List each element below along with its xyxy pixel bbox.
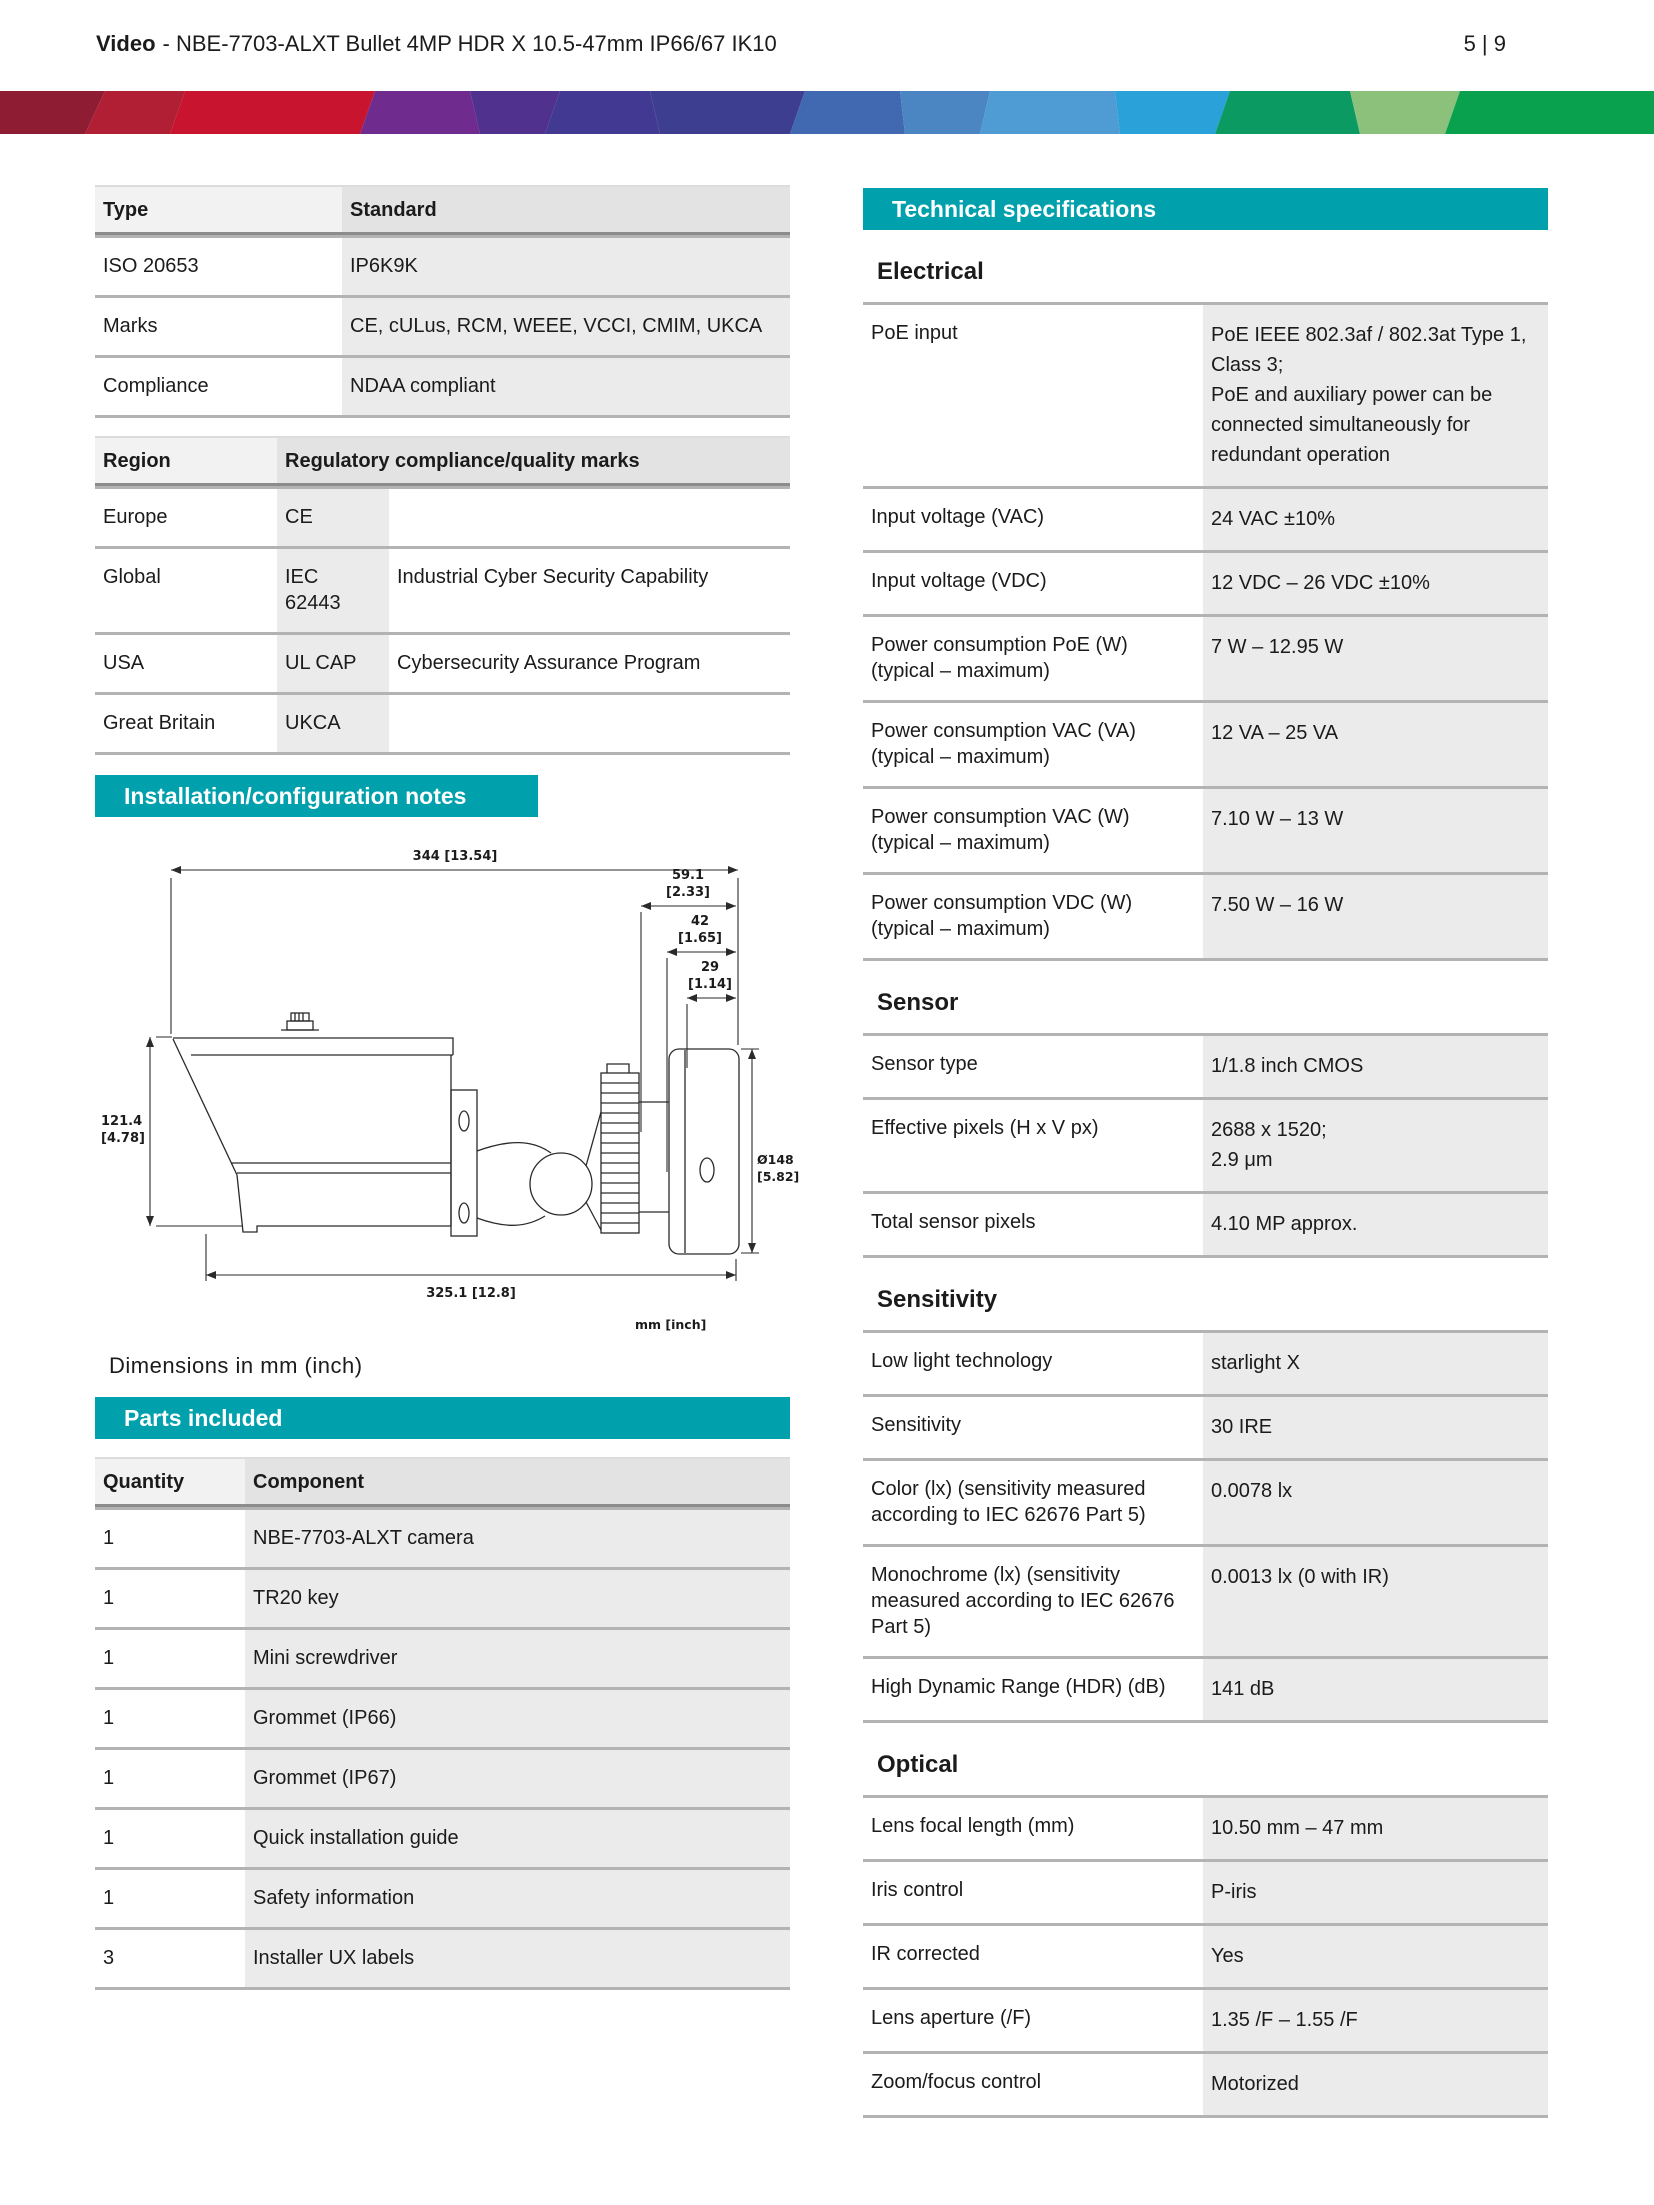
table-cell: 1: [103, 1587, 115, 1609]
dimensions-note: Dimensions in mm (inch): [109, 1353, 363, 1378]
table-cell: Great Britain: [103, 712, 216, 734]
section-banner-technical-specifications: Technical specifications: [863, 188, 1548, 230]
spec-label: Lens aperture (/F): [871, 2007, 1032, 2029]
table-row: [95, 546, 790, 632]
spec-value: Yes: [1203, 1926, 1548, 1987]
parts-table: [95, 1457, 790, 1990]
spec-value: 2688 x 1520; 2.9 μm: [1203, 1100, 1548, 1191]
column-header: Region: [95, 438, 277, 483]
spec-value: 7 W – 12.95 W: [1203, 617, 1548, 700]
spec-row: [863, 614, 1548, 700]
spec-row: [863, 872, 1548, 958]
spec-label: Sensor type: [871, 1053, 978, 1075]
spec-label: Color (lx) (sensitivity measured according to IEC 62676 Part 5): [871, 1478, 1146, 1526]
table-row: [95, 692, 790, 752]
table-cell: UKCA: [277, 695, 389, 752]
table-cell: Cybersecurity Assurance Program: [397, 652, 701, 674]
page-number: 5 | 9: [1463, 31, 1506, 56]
column-header: Standard: [342, 187, 790, 232]
colorbar-segment: [790, 91, 905, 134]
table-cell: IEC 62443: [277, 549, 389, 632]
table-row: [95, 632, 790, 692]
page-header: [96, 31, 1506, 57]
spec-label: Total sensor pixels: [871, 1211, 1036, 1233]
spec-label: Power consumption PoE (W) (typical – maximum): [871, 634, 1128, 682]
table-row: [95, 1747, 790, 1807]
dim-label-height-in: [4.78]: [101, 1131, 145, 1146]
dim-label-diameter-mm: Ø148: [757, 1152, 794, 1167]
table-cell: 1: [103, 1767, 115, 1789]
spec-row: [863, 302, 1548, 486]
table-cell: TR20 key: [245, 1570, 790, 1627]
table-cell: [389, 489, 790, 546]
spec-value: 7.50 W – 16 W: [1203, 875, 1548, 958]
table-cell: 3: [103, 1947, 115, 1969]
spec-value: 12 VDC – 26 VDC ±10%: [1203, 553, 1548, 614]
spec-label: Zoom/focus control: [871, 2071, 1042, 2093]
spec-row: [863, 550, 1548, 614]
spec-label: Iris control: [871, 1879, 964, 1901]
table-header-row: [95, 436, 790, 486]
spec-label: Power consumption VAC (W) (typical – maximum): [871, 806, 1130, 854]
table-row: [95, 1567, 790, 1627]
spec-label: PoE input: [871, 322, 958, 344]
table-cell: Compliance: [103, 375, 209, 397]
spec-row: [863, 1458, 1548, 1544]
table-row: [95, 1627, 790, 1687]
spec-label: Input voltage (VDC): [871, 570, 1047, 592]
spec-value: 24 VAC ±10%: [1203, 489, 1548, 550]
spec-label: Input voltage (VAC): [871, 506, 1045, 528]
colorbar-segment: [980, 91, 1120, 134]
spec-table-electrical: [863, 302, 1548, 961]
colorbar-segment: [1115, 91, 1230, 134]
spec-label: Power consumption VDC (W) (typical – maximum): [871, 892, 1133, 940]
spec-row: [863, 786, 1548, 872]
table-cell: UL CAP: [277, 635, 389, 692]
table-row: [95, 1867, 790, 1927]
table-row: [95, 235, 790, 295]
spec-value: Motorized: [1203, 2054, 1548, 2115]
spec-label: Low light technology: [871, 1350, 1053, 1372]
spec-section-title: Optical: [877, 1751, 959, 1778]
column-header: Quantity: [95, 1459, 245, 1504]
spec-row: [863, 1330, 1548, 1394]
column-header: Regulatory compliance/quality marks: [277, 438, 790, 483]
table-header-row: [95, 1457, 790, 1507]
column-header: Type: [95, 187, 342, 232]
table-cell: 1: [103, 1647, 115, 1669]
colorbar-segment: [1215, 91, 1360, 134]
spec-row: [863, 1923, 1548, 1987]
product-line-label: Video: [96, 31, 156, 56]
table-cell: 1: [103, 1827, 115, 1849]
table-cell: IP6K9K: [342, 238, 790, 295]
spec-section-title: Sensor: [877, 989, 959, 1016]
table-row: [95, 1927, 790, 1987]
table-cell: Grommet (IP67): [245, 1750, 790, 1807]
camera-outline: [173, 1013, 739, 1254]
dim-label-height-mm: 121.4: [101, 1114, 143, 1129]
spec-value: 1/1.8 inch CMOS: [1203, 1036, 1548, 1097]
spec-label: Sensitivity: [871, 1414, 962, 1436]
spec-row: [863, 700, 1548, 786]
spec-row: [863, 1394, 1548, 1458]
table-row: [95, 355, 790, 415]
spec-value: P-iris: [1203, 1862, 1548, 1923]
spec-label: IR corrected: [871, 1943, 980, 1965]
dimension-drawing: [95, 822, 800, 1342]
dim-label-back-in: [2.33]: [666, 885, 710, 900]
colorbar-segment: [1350, 91, 1460, 134]
spec-section-title: Sensitivity: [877, 1286, 998, 1313]
table-row: [95, 1507, 790, 1567]
table-row: [95, 295, 790, 355]
colorbar-segment: [900, 91, 990, 134]
spec-value: 1.35 /F – 1.55 /F: [1203, 1990, 1548, 2051]
spec-value: 7.10 W – 13 W: [1203, 789, 1548, 872]
spec-label: Effective pixels (H x V px): [871, 1117, 1099, 1139]
spec-value: 141 dB: [1203, 1659, 1548, 1720]
right-column: [863, 188, 1548, 2118]
standards-table: [95, 185, 790, 418]
spec-table-sensor: [863, 1033, 1548, 1258]
dim-label-diameter-in: [5.82]: [757, 1169, 800, 1184]
spec-table-optical: [863, 1795, 1548, 2118]
table-cell: NBE-7703-ALXT camera: [245, 1510, 790, 1567]
table-row: [95, 1807, 790, 1867]
spec-row: [863, 1097, 1548, 1191]
table-cell: CE: [277, 489, 389, 546]
product-title: - NBE-7703-ALXT Bullet 4MP HDR X 10.5-47mm IP66/67 IK10: [162, 31, 777, 56]
spec-value: 0.0078 lx: [1203, 1461, 1548, 1544]
dim-label-total: 344 [13.54]: [412, 849, 498, 864]
dim-label-length: 325.1 [12.8]: [426, 1286, 516, 1301]
spec-row: [863, 486, 1548, 550]
dim-label-back-mm: 59.1: [671, 868, 705, 883]
table-cell: Installer UX labels: [245, 1930, 790, 1987]
spec-label: High Dynamic Range (HDR) (dB): [871, 1676, 1166, 1698]
region-table: [95, 436, 790, 755]
table-cell: Safety information: [245, 1870, 790, 1927]
spec-label: Power consumption VAC (VA) (typical – maximum): [871, 720, 1136, 768]
table-cell: Grommet (IP66): [245, 1690, 790, 1747]
spec-value: 0.0013 lx (0 with IR): [1203, 1547, 1548, 1656]
dim-units-label: mm [inch]: [635, 1317, 707, 1332]
spec-table-sensitivity: [863, 1330, 1548, 1723]
dim-label-inner-mm: 29: [700, 960, 720, 975]
colorbar-segment: [545, 91, 660, 134]
table-cell: [389, 695, 790, 752]
table-cell: NDAA compliant: [342, 358, 790, 415]
table-cell: CE, cULus, RCM, WEEE, VCCI, CMIM, UKCA: [342, 298, 790, 355]
section-banner-parts: Parts included: [95, 1397, 790, 1439]
table-cell: Mini screwdriver: [245, 1630, 790, 1687]
spec-row: [863, 1859, 1548, 1923]
table-cell: Industrial Cyber Security Capability: [397, 566, 709, 588]
spec-row: [863, 2051, 1548, 2115]
spec-row: [863, 1656, 1548, 1720]
spec-section-title: Electrical: [877, 258, 984, 285]
table-cell: 1: [103, 1887, 115, 1909]
table-row: [95, 1687, 790, 1747]
dim-label-mid-mm: 42: [690, 914, 710, 929]
dim-label-mid-in: [1.65]: [678, 931, 722, 946]
spec-label: Lens focal length (mm): [871, 1815, 1075, 1837]
spec-row: [863, 1987, 1548, 2051]
table-cell: Europe: [103, 506, 168, 528]
table-row: [95, 486, 790, 546]
dim-label-inner-in: [1.14]: [688, 977, 732, 992]
colorbar-segment: [1445, 91, 1654, 134]
spec-row: [863, 1544, 1548, 1656]
spec-row: [863, 1795, 1548, 1859]
spec-row: [863, 1033, 1548, 1097]
colorbar-segment: [360, 91, 480, 134]
table-cell: Marks: [103, 315, 158, 337]
left-column: [95, 185, 800, 1990]
spec-value: 30 IRE: [1203, 1397, 1548, 1458]
table-cell: 1: [103, 1527, 115, 1549]
table-cell: Quick installation guide: [245, 1810, 790, 1867]
table-cell: Global: [103, 566, 161, 588]
spec-label: Monochrome (lx) (sensitivity measured according to IEC 62676 Part 5): [871, 1564, 1175, 1638]
table-cell: 1: [103, 1707, 115, 1729]
spec-value: 4.10 MP approx.: [1203, 1194, 1548, 1255]
spec-row: [863, 1191, 1548, 1255]
brand-colorbar: [0, 91, 1654, 134]
column-header: Component: [245, 1459, 790, 1504]
colorbar-segment: [650, 91, 805, 134]
table-cell: ISO 20653: [103, 255, 199, 277]
section-banner-installation: Installation/configuration notes: [95, 775, 538, 817]
spec-value: starlight X: [1203, 1333, 1548, 1394]
colorbar-segment: [170, 91, 375, 134]
document-title: [96, 31, 777, 57]
spec-value: 12 VA – 25 VA: [1203, 703, 1548, 786]
spec-value: PoE IEEE 802.3af / 802.3at Type 1, Class 3; PoE and auxiliary power can be connected simultaneously for redundant operation: [1203, 305, 1548, 486]
colorbar-segment: [470, 91, 560, 134]
spec-value: 10.50 mm – 47 mm: [1203, 1798, 1548, 1859]
table-header-row: [95, 185, 790, 235]
table-cell: USA: [103, 652, 145, 674]
